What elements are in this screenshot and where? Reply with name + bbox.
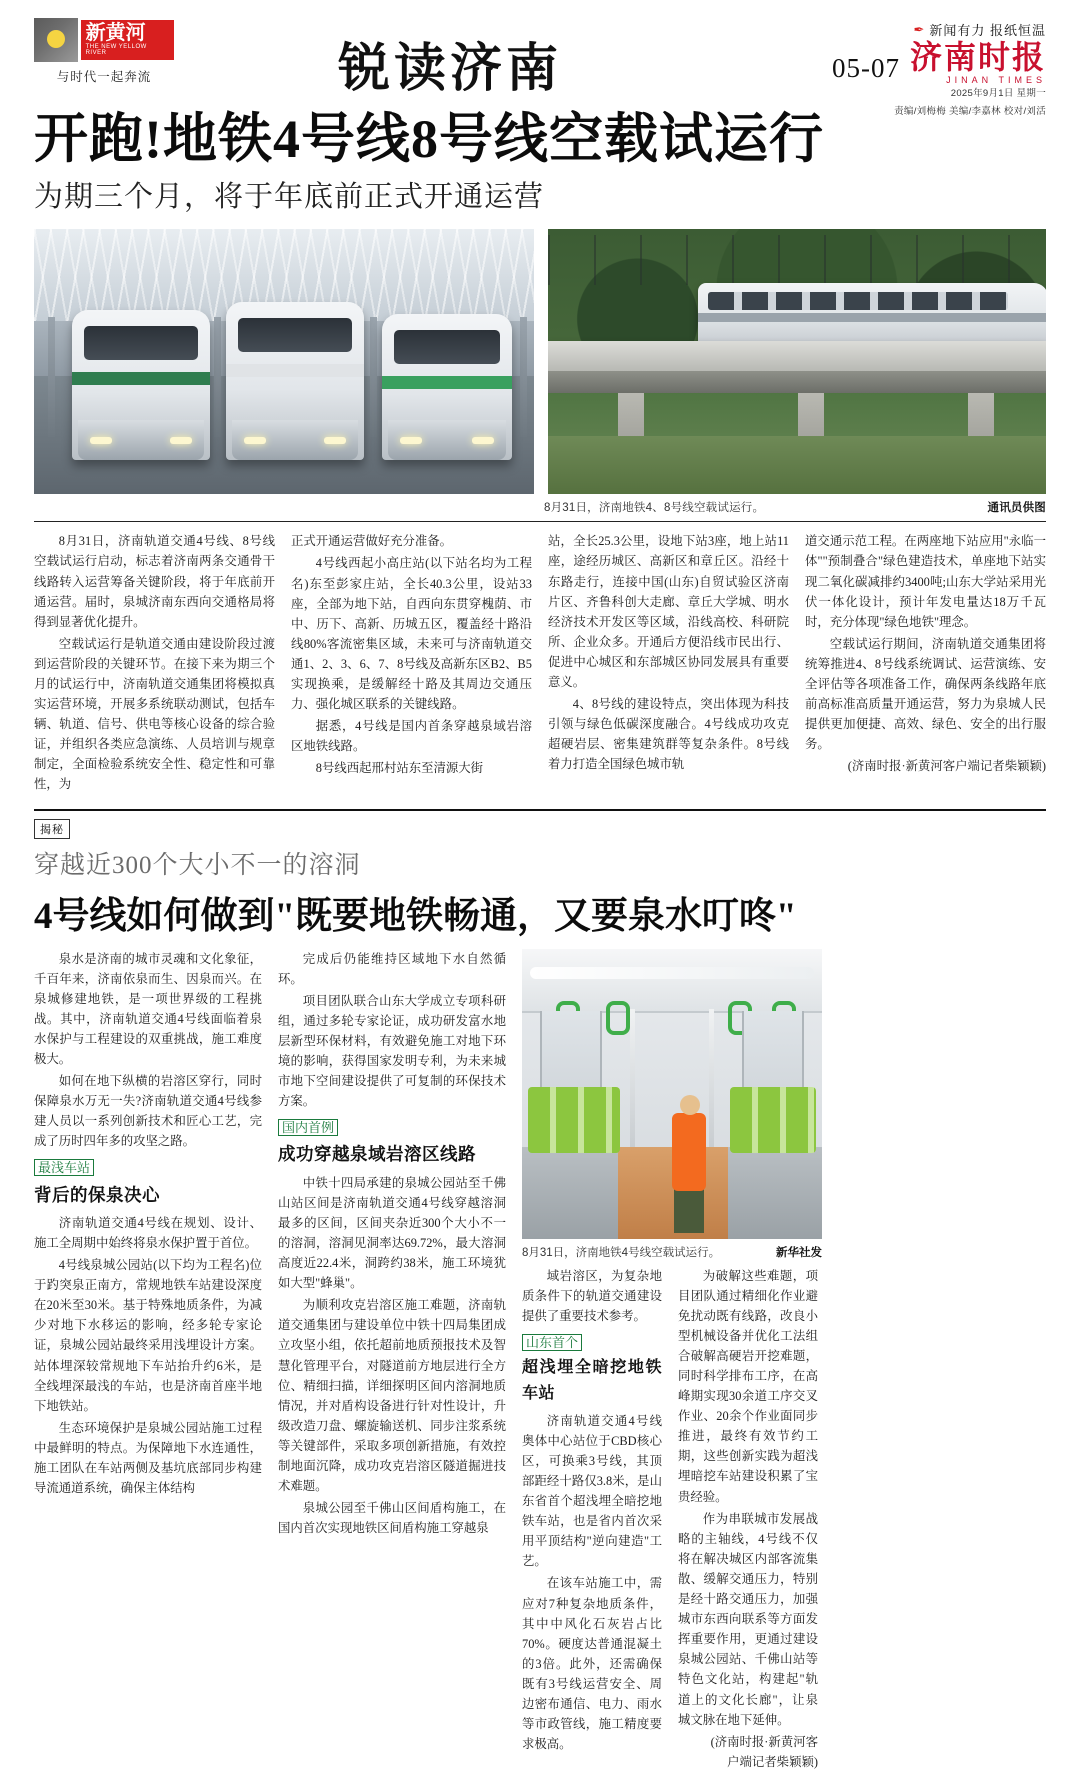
interior-photo-credit: 新华社发	[776, 1246, 822, 1259]
paragraph: 泉城公园至千佛山区间盾构施工，在国内首次实现地铁区间盾构施工穿越泉	[278, 1501, 506, 1536]
publisher-name	[81, 20, 174, 61]
interior-photo-block	[522, 949, 822, 1774]
viaduct-photo	[548, 229, 1046, 494]
publisher-slogan: 与时代一起奔流	[56, 70, 152, 84]
subsection-title-2: 成功穿越泉域岩溶区线路	[278, 1144, 476, 1165]
secondary-header	[34, 809, 1046, 939]
lead-column-4	[805, 531, 1046, 796]
interior-caption-text: 8月31日，济南地铁4号线空载试运行。	[522, 1246, 721, 1259]
secondary-column-1	[34, 949, 262, 1774]
paragraph: 空载试运行期间，济南轨道交通集团将统筹推进4、8号线系统调试、运营演练、安全评估等各项准备工作，确保两条线路年底前高标准高质量开通运营，努力为泉城人民提供更加便捷、高效、绿色、安全的出行服务。	[805, 636, 1046, 752]
secondary-article	[34, 809, 1046, 1774]
paragraph: 在该车站施工中，需应对7种复杂地质条件，其中中风化石灰岩占比70%。硬度达普通混凝土的3倍。此外，还需确保既有3号线运营安全、周边密布通信、电力、雨水等市政管线，施工精度要求极高。	[522, 1576, 662, 1752]
sun-logo-icon	[34, 18, 78, 62]
lead-subheadline: 为期三个月，将于年底前正式开通运营	[34, 181, 545, 214]
subsection-label-3: 山东首个	[522, 1332, 662, 1353]
secondary-kicker: 穿越近300个大小不一的溶洞	[34, 851, 361, 879]
secondary-column-2	[278, 949, 506, 1774]
secondary-column-4	[678, 1266, 818, 1774]
lead-column-2	[291, 531, 532, 796]
paragraph: 道交通示范工程。在两座地下站应用"永临一体""预制叠合"绿色建造技术，单座地下站实现二氧化碳减排约3400吨;山东大学站采用光伏一体化设计，预计年发电量达18万千瓦时，充分体现"绿色地铁"理念。	[805, 534, 1046, 629]
paragraph: 泉水是济南的城市灵魂和文化象征，千百年来，济南依泉而生、因泉而兴。在泉城修建地铁，是一项世界级的工程挑战。其中，济南轨道交通4号线面临着泉水保护与工程建设的双重挑战，施工难度极大。	[34, 951, 262, 1066]
section-title: 锐读济南	[337, 41, 562, 98]
paragraph: 项目团队联合山东大学成立专项科研组，通过多轮专家论证，成功研发富水地层新型环保材料，有效避免施工对地下环境的影响，获得国家发明专利，为未来城市地下空间建设提供了可复制的环保技术方案。	[278, 993, 506, 1109]
paragraph: 济南轨道交通4号线在规划、设计、施工全周期中始终将泉水保护置于首位。	[34, 1215, 262, 1250]
secondary-body-columns	[34, 949, 1046, 1774]
lead-photo-caption-text: 8月31日，济南地铁4、8号线空载试运行。	[544, 502, 765, 515]
lead-photo-credit: 通讯员供图	[987, 502, 1046, 515]
paragraph: 4、8号线的建设特点，突出体现为科技引领与绿色低碳深度融合。4号线成功攻克超硬岩层、密集建筑群等复杂条件。8号线着力打造全国绿色城市轨	[548, 697, 789, 772]
lead-column-3	[548, 531, 789, 796]
paper-slogan	[726, 20, 1046, 39]
paragraph: 8号线西起邢村站东至清源大街	[315, 761, 484, 776]
subsection-label-1: 最浅车站	[34, 1157, 262, 1178]
paragraph: 8月31日，济南轨道交通4号线、8号线空载试运行启动，标志着济南两条交通骨干线路转入运营筹备关键阶段，将于年底前开通运营。届时，泉城济南东西向交通格局将得到显著优化提升。	[34, 534, 275, 629]
paragraph: 正式开通运营做好充分准备。	[291, 534, 453, 549]
page-number: 05-07	[831, 53, 900, 83]
masthead	[34, 0, 1046, 117]
lead-column-1	[34, 531, 275, 796]
pen-icon: ✒	[913, 21, 926, 37]
subsection-title-3: 超浅埋全暗挖地铁车站	[522, 1358, 662, 1402]
lead-photo-caption	[34, 499, 1046, 515]
paragraph: 如何在地下纵横的岩溶区穿行，同时保障泉水万无一失?济南轨道交通4号线参建人员以一系列创新技术和匠心工艺，完成了历时四年多的攻坚之路。	[34, 1074, 262, 1149]
paragraph: 为顺利攻克岩溶区施工难题，济南轨道交通集团与建设单位中铁十四局集团成立攻坚小组，依托超前地质预报技术及智慧化管理平台，对隧道前方地层进行全方位、精细扫描，详细探明区间内溶洞地质情况，并对盾构设备进行针对性设计，升级改造刀盘、螺旋输送机、同步注浆系统等关键部件，采取多项创新措施，有效控制地面沉降，成功攻克岩溶区隧道掘进技术难题。	[278, 1298, 506, 1494]
paragraph: 域岩溶区，为复杂地质条件下的轨道交通建设提供了重要技术参考。	[522, 1268, 662, 1323]
paper-brand-cn: 济南时报	[909, 39, 1046, 75]
byline: (济南时报·新黄河客户端记者柴颖颖)	[710, 1734, 818, 1769]
paragraph: 空载试运行是轨道交通由建设阶段过渡到运营阶段的关键环节。在接下来为期三个月的试运行中，济南轨道交通集团将模拟真实运营环境，开展多系统联动测试，包括车辆、轨道、信号、供电等核心设备的综合验证，并组织各类应急演练、人员培训与规章制定，全面检验系统安全性、稳定性和可靠性，为	[34, 636, 275, 792]
paragraph: 为破解这些难题，项目团队通过精细化作业避免扰动既有线路，改良小型机械设备并优化工法组合破解高硬岩开挖难题，同时科学排布工序，在高峰期实现30余道工序交叉作业、20余个作业面同步推进，最终有效节约工期，这些创新实践为超浅埋暗挖车站建设积累了宝贵经验。	[678, 1268, 818, 1504]
masthead-right	[726, 18, 1046, 117]
paragraph: 济南轨道交通4号线奥体中心站位于CBD核心区，可换乘3号线，其顶部距经十路仅3.8米，是山东省首个超浅埋全暗挖地铁车站，也是省内首次采用平顶结构"逆向建造"工艺。	[522, 1413, 662, 1569]
publisher-name-en: THE NEW YELLOW RIVER	[85, 43, 147, 56]
article-tag: 揭秘	[34, 819, 70, 839]
paragraph: 中铁十四局承建的泉城公园站至千佛山站区间是济南轨道交通4号线穿越溶洞最多的区间，区间夹杂近300个大小不一的溶洞，溶洞见洞率达69.72%，最大溶洞高度近22.4米，洞跨约38米，施工环境犹如大型"蜂巢"。	[278, 1175, 506, 1291]
lead-photo-row	[34, 229, 1046, 494]
paper-brand-en: JINAN TIMES	[946, 75, 1046, 85]
editor-credits: 责编/刘梅梅 美编/李嘉林 校对/刘活	[894, 106, 1046, 117]
divider-rule	[34, 521, 1046, 522]
publish-date: 2025年9月1日 星期一	[950, 88, 1046, 99]
publisher-logo	[34, 18, 174, 85]
lead-headline-block	[34, 110, 1046, 215]
paragraph: 生态环境保护是泉城公园站施工过程中最鲜明的特点。为保障地下水连通性，施工团队在车站两侧及基坑底部同步构建导流通道系统，确保主体结构	[34, 1420, 262, 1496]
lead-body-columns	[34, 531, 1046, 796]
train-interior-photo	[522, 949, 822, 1239]
paragraph: 4号线西起小高庄站(以下站名均为工程名)东至彭家庄站，全长40.3公里，设站33座，全部为地下站，自西向东贯穿槐荫、市中、历下、高新、历城五区，覆盖经十路沿线80%客流密集区域，未来可与济南轨道交通1、2、3、6、7、8号线及高新东区B2、B5实现换乘，是缓解经十路及其周边交通压力、强化城区联系的关键线路。	[291, 556, 532, 712]
paragraph: 完成后仍能维持区域地下水自然循环。	[278, 951, 506, 986]
interior-photo-caption	[522, 1244, 822, 1260]
publisher-name-cn: 新黄河	[85, 21, 146, 44]
paper-slogan-text: 新闻有力 报纸恒温	[929, 23, 1046, 38]
secondary-column-3	[522, 1266, 662, 1774]
depot-photo	[34, 229, 534, 494]
secondary-headline: 4号线如何做到"既要地铁畅通，又要泉水叮咚"	[34, 895, 797, 937]
subsection-label-2: 国内首例	[278, 1117, 506, 1138]
byline: (济南时报·新黄河客户端记者柴颖颖)	[847, 759, 1046, 774]
paragraph: 站，全长25.3公里，设地下站3座，地上站11座，途经历城区、高新区和章丘区。沿经十东路走行，连接中国(山东)自贸试验区济南片区、齐鲁科创大走廊、章丘大学城、明水经济技术开发区等区域，沿线高校、科研院所、企业众多。开通后方便沿线市民出行、促进中心城区和东部城区协同发展具有重要意义。	[548, 534, 789, 689]
lead-headline: 开跑!地铁4号线8号线空载试运行	[34, 109, 824, 169]
paragraph: 作为串联城市发展战略的主轴线，4号线不仅将在解决城区内部客流集散、缓解交通压力，特别是经十路交通压力，加强城市东西向联系等方面发挥重要作用，更通过建设泉城公园站、千佛山站等特色文化站，构建起"轨道上的文化长廊"，让泉城文脉在地下延伸。	[678, 1511, 818, 1727]
paragraph: 据悉，4号线是国内首条穿越泉域岩溶区地铁线路。	[291, 719, 532, 754]
subsection-title-1: 背后的保泉决心	[34, 1184, 160, 1205]
paragraph: 4号线泉城公园站(以下均为工程名)位于趵突泉正南方，常规地铁车站建设深度在20米至30米。基于特殊地质条件，为减少对地下水移运的影响，经多轮专家论证，泉城公园站最终采用浅埋设计方案。站体埋深较常规地下车站抬升约6米，是全线埋深最浅的车站，也是济南首座半地下地铁站。	[34, 1258, 262, 1413]
